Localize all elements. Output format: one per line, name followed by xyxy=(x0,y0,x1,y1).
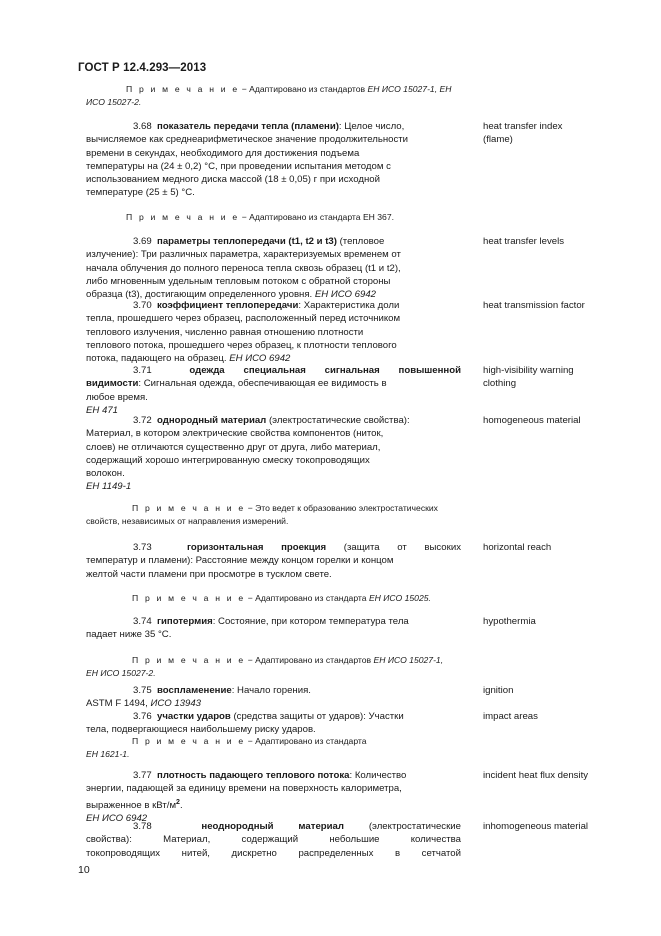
note-ref: ЕН ИСО 15027-2. xyxy=(86,667,156,678)
term-text: (защита от высоких xyxy=(326,542,461,553)
note-text: − Это ведет к образованию электростатических xyxy=(245,503,438,513)
term-text: вычисляемое как среднеарифметическое значение продолжительности xyxy=(86,134,409,146)
note-3-67 xyxy=(86,83,466,108)
term-text: времени в секундах, необходимого для достижения подъема xyxy=(86,147,360,159)
term-text: (электростатические xyxy=(343,821,461,832)
note-3-74 xyxy=(86,654,466,679)
term-text: теплового потока, прошедшего через образец, к плотности теплового xyxy=(86,339,397,351)
note-ref: ЕН 1621-1. xyxy=(86,748,130,759)
term-text: слоев) не отличаются существенно друг от друга, либо материал, xyxy=(86,441,381,453)
term-text: : Начало горения. xyxy=(231,685,311,696)
note-prefix: П р и м е ч а н и е xyxy=(126,212,240,222)
english-term-3-74 xyxy=(483,615,643,628)
term-text: падает ниже 35 °С. xyxy=(86,629,172,641)
note-3-72 xyxy=(86,502,466,527)
note-text: − Адаптировано из стандарта ЕН 367. xyxy=(239,212,394,222)
english-term: horizontal reach xyxy=(483,542,552,553)
term-title: неоднородный материал xyxy=(201,821,344,832)
term-title: одежда специальная сигнальная повышенной xyxy=(189,365,461,376)
term-text: Материал, в котором электрические свойства компонентов (ниток, xyxy=(86,428,384,440)
term-3-71 xyxy=(86,364,461,417)
term-text: температур и пламени): Расстояние между концом горелки и концом xyxy=(86,555,394,567)
note-ref: ИСО 15027-2. xyxy=(86,96,142,107)
english-term-3-72 xyxy=(483,414,643,427)
term-text: : Состояние, при котором температура тела xyxy=(212,616,409,627)
term-reference: ИСО 13943 xyxy=(150,698,202,710)
note-3-68 xyxy=(126,211,394,224)
english-term: clothing xyxy=(483,378,517,390)
english-term-3-77 xyxy=(483,769,643,782)
english-term-3-68 xyxy=(483,120,643,147)
superscript: 2 xyxy=(176,798,180,806)
term-text: : Сигнальная одежда, обеспечивающая ее видимость в xyxy=(138,378,387,390)
term-title: гипотермия xyxy=(157,616,213,627)
english-term-3-71 xyxy=(483,364,643,391)
term-number: 3.69 xyxy=(133,236,152,247)
term-text: образца (t3), достигающим определенного уровня. xyxy=(86,289,315,301)
english-term: ignition xyxy=(483,685,514,696)
term-text: начала облучения до полного переноса тепла сквозь образец (t1 и t2), xyxy=(86,262,401,274)
term-title: однородный материал xyxy=(157,415,267,426)
term-text: токопроводящих нитей, дискретно распределенных в сетчатой xyxy=(86,847,461,859)
term-title: коэффициент теплопередачи xyxy=(157,300,299,311)
note-prefix: П р и м е ч а н и е xyxy=(132,655,246,665)
term-text: свойства): Материал, содержащий небольшие количества xyxy=(86,834,461,846)
english-term-3-73 xyxy=(483,541,643,554)
english-term: heat transfer levels xyxy=(483,236,565,247)
note-text: − Адаптировано из стандартов xyxy=(239,84,368,94)
term-number: 3.73 xyxy=(133,542,152,553)
term-3-68 xyxy=(86,120,461,200)
term-text: температуры на (24 ± 0,2) °С, при проведении испытания методом с xyxy=(86,160,391,172)
term-3-72 xyxy=(86,414,461,494)
english-term: heat transmission factor xyxy=(483,300,585,311)
term-number: 3.72 xyxy=(133,415,152,426)
term-title: плотность падающего теплового потока xyxy=(157,770,350,781)
note-ref: ЕН ИСО 15027-1, ЕН xyxy=(367,84,452,94)
term-reference: ASTM F 1494, xyxy=(86,698,151,710)
english-term: heat transfer index xyxy=(483,121,563,132)
english-term-3-70 xyxy=(483,299,643,312)
page-number: 10 xyxy=(78,864,90,876)
term-text: желтой части пламени при просмотре в тусклом свете. xyxy=(86,568,332,580)
note-text: − Адаптировано из стандарта xyxy=(245,593,369,603)
term-title: горизонтальная проекция xyxy=(187,542,327,553)
term-title: показатель передачи тепла (пламени) xyxy=(157,121,339,132)
term-text: (электростатические свойства): xyxy=(266,415,410,426)
term-text: тела, подвергающиеся наибольшему риску ударов. xyxy=(86,724,316,736)
term-number: 3.77 xyxy=(133,770,152,781)
term-title: участки ударов xyxy=(157,711,231,722)
term-number: 3.71 xyxy=(133,365,152,376)
document-header: ГОСТ Р 12.4.293—2013 xyxy=(78,62,207,74)
english-term-3-69 xyxy=(483,235,643,248)
term-number: 3.68 xyxy=(133,121,152,132)
term-text: . xyxy=(179,799,183,811)
term-reference: ЕН 471 xyxy=(86,404,118,416)
term-text: потока, падающего на образец. xyxy=(86,353,230,365)
term-3-73 xyxy=(86,541,461,581)
english-term: inhomogeneous material xyxy=(483,821,589,832)
term-3-69 xyxy=(86,235,461,301)
note-ref: ЕН ИСО 15027-1, xyxy=(373,655,444,665)
term-3-78 xyxy=(86,820,461,860)
term-text: теплового излучения, численно равная отношению плотности xyxy=(86,326,364,338)
term-number: 3.76 xyxy=(133,711,152,722)
term-text: (тепловое xyxy=(336,236,385,247)
note-prefix: П р и м е ч а н и е xyxy=(132,736,246,746)
term-text: выраженное в кВт/м xyxy=(86,799,177,811)
note-ref: ЕН ИСО 15025. xyxy=(368,593,431,603)
term-text: : Количество xyxy=(349,770,407,781)
term-title: видимости xyxy=(86,378,139,390)
term-text: любое время. xyxy=(86,391,148,403)
term-number: 3.70 xyxy=(133,300,152,311)
term-reference: ЕН 1149-1 xyxy=(86,481,132,493)
term-text: излучение): Три различных параметра, характеризуемых временем от xyxy=(86,249,401,261)
term-number: 3.74 xyxy=(133,616,152,627)
term-number: 3.75 xyxy=(133,685,152,696)
english-term: hypothermia xyxy=(483,616,536,627)
term-title: параметры теплопередачи (t1, t2 и t3) xyxy=(157,236,337,247)
note-text: свойств, независимых от направления измерений. xyxy=(86,515,289,526)
english-term: homogeneous material xyxy=(483,415,581,426)
term-text: температуре (25 ± 5) °С. xyxy=(86,187,195,199)
term-3-75 xyxy=(86,684,461,711)
english-term: high-visibility warning xyxy=(483,365,574,376)
term-3-70 xyxy=(86,299,461,365)
note-prefix: П р и м е ч а н и е xyxy=(126,84,240,94)
english-term: incident heat flux density xyxy=(483,770,589,781)
english-term: (flame) xyxy=(483,134,513,146)
term-number: 3.78 xyxy=(133,821,152,832)
note-prefix: П р и м е ч а н и е xyxy=(132,503,246,513)
note-3-73 xyxy=(132,592,431,605)
english-term-3-78 xyxy=(483,820,643,833)
term-text: : Целое число, xyxy=(338,121,405,132)
english-term-3-75 xyxy=(483,684,643,697)
english-term: impact areas xyxy=(483,711,538,722)
note-text: − Адаптировано из стандарта xyxy=(245,736,367,746)
term-3-76 xyxy=(86,710,461,737)
term-title: воспламенение xyxy=(157,685,232,696)
term-reference: ЕН ИСО 6942 xyxy=(229,353,291,365)
term-text: : Характеристика доли xyxy=(298,300,400,311)
term-text: тепла, прошедшего через образец, расположенный перед источником xyxy=(86,313,401,325)
note-text: − Адаптировано из стандартов xyxy=(245,655,374,665)
term-text: (средства защиты от ударов): Участки xyxy=(230,711,404,722)
term-text: использованием медного диска массой (18 ± 0,05) г при исходной xyxy=(86,174,380,186)
note-3-76 xyxy=(86,735,466,760)
term-3-77 xyxy=(86,769,461,825)
english-term-3-76 xyxy=(483,710,643,723)
term-text: энергии, падающей за единицу времени на поверхность калориметра, xyxy=(86,783,402,795)
term-text: содержащий хорошо интегрированную смеску токопроводящих xyxy=(86,454,370,466)
term-reference: ЕН ИСО 6942 xyxy=(86,813,148,825)
note-prefix: П р и м е ч а н и е xyxy=(132,593,246,603)
term-3-74 xyxy=(86,615,461,642)
term-text: либо мгновенным удельным тепловым потоком с обратной стороны xyxy=(86,275,391,287)
term-text: волокон. xyxy=(86,468,125,480)
term-reference: ЕН ИСО 6942 xyxy=(314,289,377,301)
